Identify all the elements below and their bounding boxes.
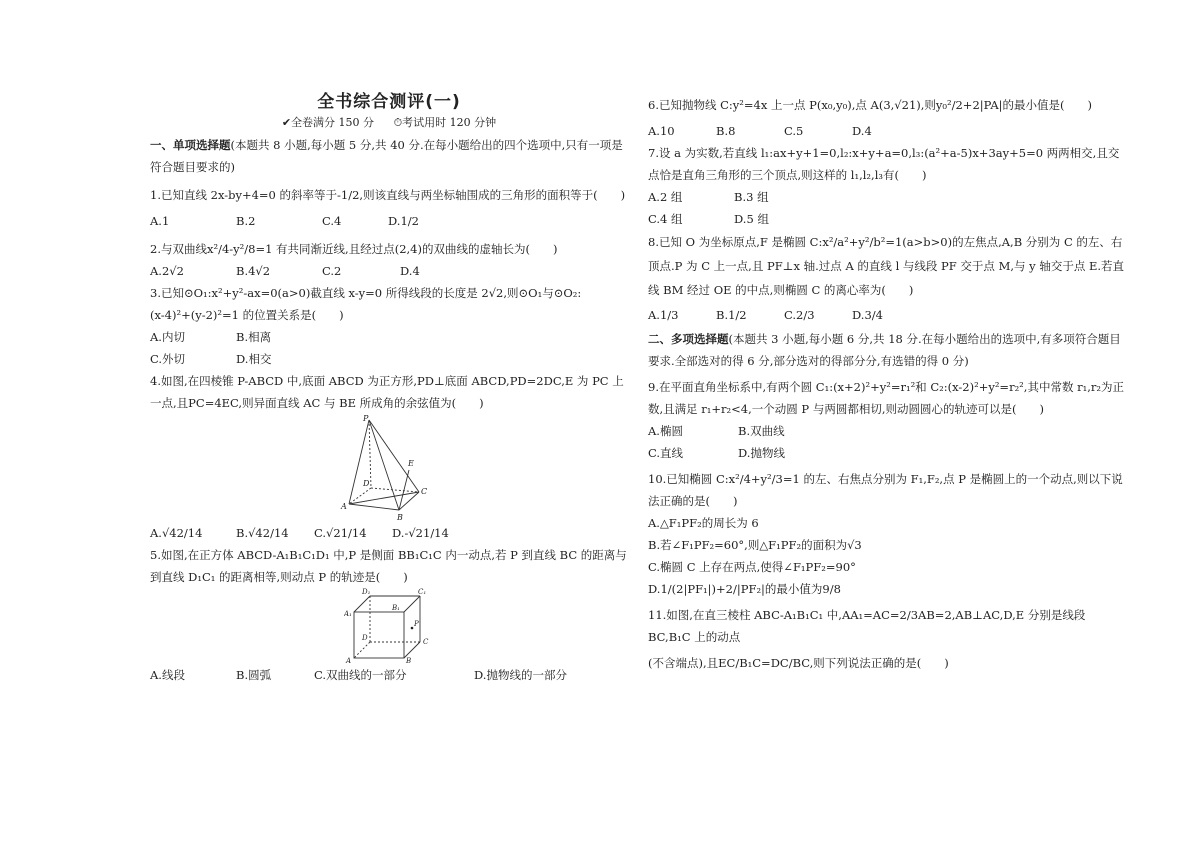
q4-figure	[150, 414, 628, 522]
fig4-label-e: E	[408, 459, 414, 468]
right-column	[648, 94, 1128, 674]
cube-diagram	[344, 588, 434, 664]
q9-options-row1	[648, 420, 1128, 442]
q5-option-a: A.线段	[150, 668, 185, 682]
q7-options-row2	[648, 208, 1128, 230]
fig5-label-b1: B₁	[392, 604, 400, 612]
check-circle-icon: ✔	[281, 116, 292, 129]
q5-figure	[150, 588, 628, 664]
q7-option-c: C.4 组	[648, 212, 683, 226]
fig5-label-a: A	[346, 657, 352, 664]
fig5-label-d: D	[362, 634, 368, 642]
q8-option-b: B.1/2	[716, 308, 747, 322]
clock-icon: ⏱	[393, 116, 403, 129]
section-2-heading: 二、多项选择题	[648, 332, 729, 346]
q3-option-a: A.内切	[150, 330, 185, 344]
q9-option-a: A.椭圆	[648, 424, 683, 438]
q6-options	[648, 120, 1128, 142]
fig4-label-p: P	[363, 414, 369, 423]
q5-option-b: B.圆弧	[236, 668, 272, 682]
q1-option-b: B.2	[236, 214, 256, 228]
section-2	[648, 328, 1128, 372]
fig5-label-a1: A₁	[344, 610, 352, 618]
fig5-label-c: C	[423, 638, 429, 646]
q4-text: 4.如图,在四棱锥 P-ABCD 中,底面 ABCD 为正方形,PD⊥底面 ABCD,PD=2DC,E 为 PC 上一点,且PC=4EC,则异面直线 AC 与 BE 所成角的余弦值为( )	[150, 374, 624, 410]
q3-text-2: (x-4)²+(y-2)²=1 的位置关系是( )	[150, 308, 344, 322]
q1-options	[150, 210, 628, 232]
fig5-label-b: B	[406, 657, 412, 664]
q3-option-d: D.相交	[236, 352, 272, 366]
q3-option-b: B.相离	[236, 330, 272, 344]
fig5-label-d1: D₁	[362, 588, 371, 596]
q5-options	[150, 664, 628, 686]
q2-option-d: D.4	[400, 264, 420, 278]
q5-option-d: D.抛物线的一部分	[474, 668, 567, 682]
q9-option-b: B.双曲线	[738, 424, 785, 438]
fig5-label-p: P	[414, 620, 419, 628]
q1-text: 1.已知直线 2x-by+4=0 的斜率等于-1/2,则该直线与两坐标轴围成的三角形的面积等于( )	[150, 188, 626, 202]
section-2-desc: (本题共 3 小题,每小题 6 分,共 18 分.在每小题给出的选项中,有多项符合题目要求.全部选对的得 6 分,部分选对的得部分分,有选错的得 0 分)	[648, 332, 1121, 368]
left-column	[150, 86, 628, 686]
q8-option-a: A.1/3	[648, 308, 679, 322]
q1-option-c: C.4	[322, 214, 342, 228]
q2-option-a: A.2√2	[150, 264, 184, 278]
q10-option-c: C.椭圆 C 上存在两点,使得∠F₁PF₂=90°	[648, 560, 856, 574]
q2-option-c: C.2	[322, 264, 342, 278]
full-score: 全卷满分 150 分	[291, 116, 375, 129]
q4-options	[150, 522, 628, 544]
q4-option-d: D.-√21/14	[392, 526, 449, 540]
section-1-desc: (本题共 8 小题,每小题 5 分,共 40 分.在每小题给出的四个选项中,只有一项是符合题目要求的)	[150, 138, 623, 174]
q4-option-a: A.√42/14	[150, 526, 203, 540]
q9-options-row2	[648, 442, 1128, 464]
fig4-label-c: C	[421, 487, 428, 496]
q9-option-d: D.抛物线	[738, 446, 785, 460]
q9-text: 9.在平面直角坐标系中,有两个圆 C₁:(x+2)²+y²=r₁²和 C₂:(x-2)²+y²=r₂²,其中常数 r₁,r₂为正数,且满足 r₁+r₂<4,一个动圆 P 与两圆都相切,则动圆圆心的轨迹可以是( )	[648, 380, 1124, 416]
q1-option-d: D.1/2	[388, 214, 419, 228]
fig5-label-c1: C₁	[418, 588, 427, 596]
point-p-marker	[411, 627, 414, 630]
q8-option-c: C.2/3	[784, 308, 815, 322]
q3-options-row1	[150, 326, 628, 348]
q6-option-d: D.4	[852, 124, 872, 138]
fig4-label-a: A	[341, 502, 347, 511]
q3-option-c: C.外切	[150, 352, 186, 366]
section-1	[150, 134, 628, 178]
q7-options-row1	[648, 186, 1128, 208]
q10-text: 10.已知椭圆 C:x²/4+y²/3=1 的左、右焦点分别为 F₁,F₂,点 P 是椭圆上的一个动点,则以下说法正确的是( )	[648, 472, 1123, 508]
q5-text: 5.如图,在正方体 ABCD-A₁B₁C₁D₁ 中,P 是侧面 BB₁C₁C 内一动点,若 P 到直线 BC 的距离与到直线 D₁C₁ 的距离相等,则动点 P 的轨迹是( )	[150, 548, 627, 584]
q1-option-a: A.1	[150, 214, 170, 228]
q4-option-b: B.√42/14	[236, 526, 289, 540]
q5-option-c: C.双曲线的一部分	[314, 668, 407, 682]
q7-option-d: D.5 组	[734, 212, 769, 226]
q11-text-1: 11.如图,在直三棱柱 ABC-A₁B₁C₁ 中,AA₁=AC=2/3AB=2,AB⊥AC,D,E 分别是线段 BC,B₁C 上的动点	[648, 608, 1086, 644]
q2-option-b: B.4√2	[236, 264, 271, 278]
q6-option-a: A.10	[648, 124, 675, 138]
q6-text: 6.已知抛物线 C:y²=4x 上一点 P(x₀,y₀),点 A(3,√21),则y₀²/2+2|PA|的最小值是( )	[648, 98, 1092, 112]
page-title: 全书综合测评(一)	[317, 92, 461, 112]
fig4-label-d: D	[363, 479, 370, 488]
section-1-heading: 一、单项选择题	[150, 138, 231, 152]
q4-option-c: C.√21/14	[314, 526, 367, 540]
q6-option-c: C.5	[784, 124, 804, 138]
q8-text: 8.已知 O 为坐标原点,F 是椭圆 C:x²/a²+y²/b²=1(a>b>0)的左焦点,A,B 分别为 C 的左、右顶点.P 为 C 上一点,且 PF⊥x 轴.过点 A 的直线 l 与线段 PF 交于点 M,与 y 轴交于点 E.若直线 BM 经过 OE 的中点,则椭圆 C 的离心率为( )	[648, 235, 1125, 297]
q2-text: 2.与双曲线x²/4-y²/8=1 有共同渐近线,且经过点(2,4)的双曲线的虚轴长为( )	[150, 242, 558, 256]
q11-text-2: (不含端点),且EC/B₁C=DC/BC,则下列说法正确的是( )	[648, 656, 949, 670]
q9-option-c: C.直线	[648, 446, 684, 460]
q7-option-b: B.3 组	[734, 190, 769, 204]
q10-option-a: A.△F₁PF₂的周长为 6	[648, 516, 759, 530]
exam-meta	[150, 114, 628, 132]
q10-option-b: B.若∠F₁PF₂=60°,则△F₁PF₂的面积为√3	[648, 538, 862, 552]
q7-text: 7.设 a 为实数,若直线 l₁:ax+y+1=0,l₂:x+y+a=0,l₃:(a²+a-5)x+3ay+5=0 两两相交,且交点恰是直角三角形的三个顶点,则这样的 l₁,l₂,l₃有( )	[648, 146, 1120, 182]
q3-text-1: 3.已知⊙O₁:x²+y²-ax=0(a>0)截直线 x-y=0 所得线段的长度是 2√2,则⊙O₁与⊙O₂:	[150, 286, 582, 300]
q2-options	[150, 260, 628, 282]
fig4-label-b: B	[397, 513, 403, 522]
q6-option-b: B.8	[716, 124, 736, 138]
exam-time: 考试用时 120 分钟	[402, 116, 497, 129]
q8-options	[648, 304, 1128, 326]
q8-option-d: D.3/4	[852, 308, 883, 322]
pyramid-diagram	[339, 414, 439, 522]
q7-option-a: A.2 组	[648, 190, 683, 204]
q10-option-d: D.1/(2|PF₁|)+2/|PF₂|的最小值为9/8	[648, 582, 841, 596]
q3-options-row2	[150, 348, 628, 370]
